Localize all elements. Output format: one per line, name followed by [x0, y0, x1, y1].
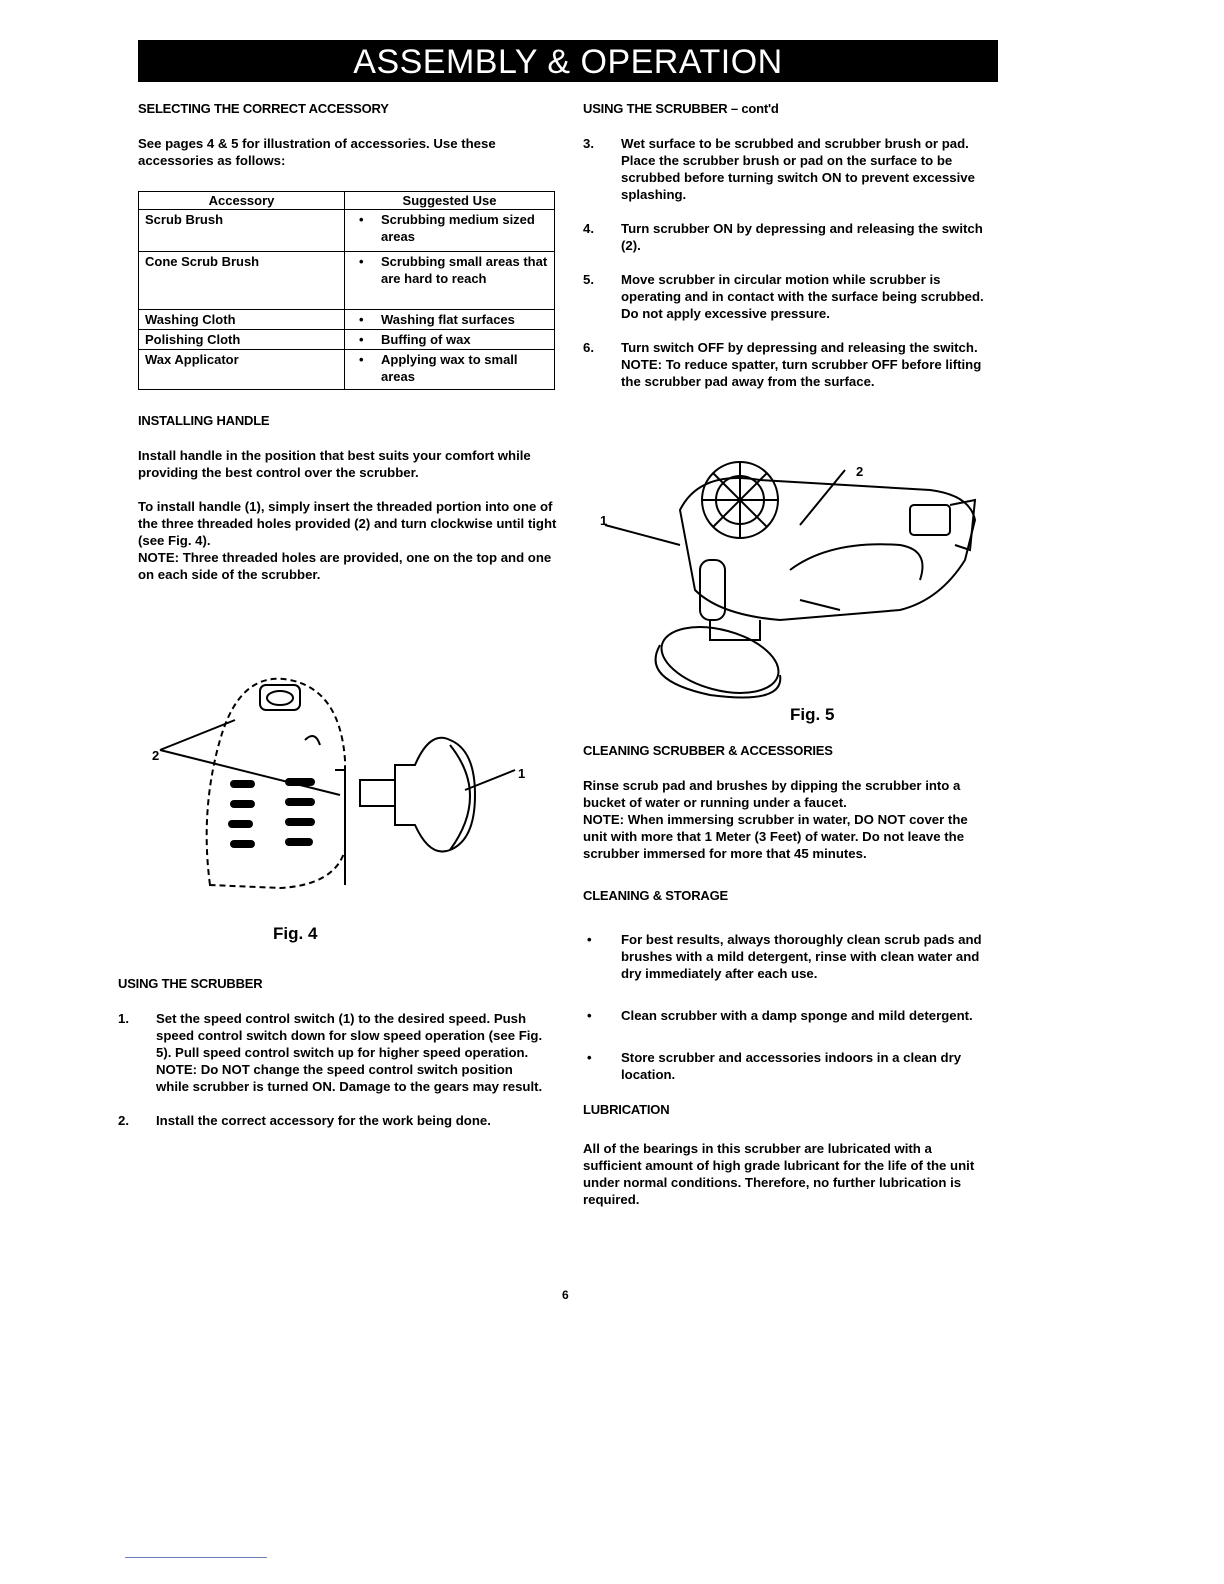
bullet: • — [359, 352, 364, 367]
step-number: 4. — [583, 221, 594, 236]
fig4-callout-1: 1 — [518, 766, 526, 781]
list-item — [583, 135, 993, 203]
handle-paragraph-2: To install handle (1), simply insert the threaded portion into one of the three threaded holes provided (2) and turn clockwise until tight (see Fig. 4). — [138, 499, 557, 548]
step-text: Turn scrubber ON by depressing and releasing the switch (2). — [621, 221, 983, 253]
accessory-cell: Polishing Cloth — [139, 330, 345, 350]
table-row — [139, 330, 555, 350]
use-cell — [345, 330, 555, 350]
fig4-caption: Fig. 4 — [273, 924, 318, 943]
step-note: NOTE: Do NOT change the speed control switch position while scrubber is turned ON. Damage to the gears may result. — [156, 1062, 543, 1094]
right-column-top — [583, 100, 993, 407]
table-row — [139, 350, 555, 390]
section-banner: ASSEMBLY & OPERATION — [138, 40, 998, 82]
step-text: Install the correct accessory for the work being done. — [156, 1113, 491, 1128]
footer-line — [125, 1557, 267, 1558]
heading-installing-handle: INSTALLING HANDLE — [138, 413, 270, 428]
use-text: Buffing of wax — [381, 332, 471, 347]
use-cell — [345, 252, 555, 310]
use-cell — [345, 210, 555, 252]
col-header-accessory: Accessory — [139, 192, 345, 210]
right-column-bottom — [583, 742, 993, 1225]
heading-cleaning-accessories: CLEANING SCRUBBER & ACCESSORIES — [583, 743, 833, 758]
bullet-text: For best results, always thoroughly clean scrub pads and brushes with a mild detergent, rinse with clean water and dry immediately after each use. — [621, 932, 982, 981]
bullet: • — [359, 312, 364, 327]
list-item — [583, 931, 993, 982]
use-text: Scrubbing small areas that are hard to reach — [381, 254, 548, 286]
list-item — [583, 271, 993, 322]
list-item — [118, 1112, 548, 1129]
step-note: NOTE: To reduce spatter, turn scrubber OFF before lifting the scrubber pad away from the surface. — [621, 357, 982, 389]
list-item — [583, 220, 993, 254]
handle-note: NOTE: Three threaded holes are provided, one on the top and one on each side of the scrubber. — [138, 550, 552, 582]
bullet: • — [359, 212, 364, 227]
col-header-use: Suggested Use — [345, 192, 555, 210]
use-cell — [345, 350, 555, 390]
bullet: • — [587, 1008, 592, 1023]
step-text: Wet surface to be scrubbed and scrubber brush or pad. Place the scrubber brush or pad on the surface to be scrubbed before turning switch ON to prevent excessive splashing. — [621, 136, 975, 202]
fig5-caption: Fig. 5 — [790, 705, 835, 724]
accessory-cell: Wax Applicator — [139, 350, 345, 390]
cleaning-note: NOTE: When immersing scrubber in water, DO NOT cover the unit with more that 1 Meter (3 Feet) of water. Do not leave the scrubber immersed for more that 45 minutes. — [583, 812, 968, 861]
step-number: 2. — [118, 1113, 129, 1128]
list-item — [583, 1007, 993, 1024]
use-text: Washing flat surfaces — [381, 312, 515, 327]
cleaning-text: Rinse scrub pad and brushes by dipping the scrubber into a bucket of water or running under a faucet. — [583, 778, 961, 810]
bullet: • — [359, 254, 364, 269]
using-steps-contd-list — [583, 135, 993, 390]
bullet-text: Clean scrubber with a damp sponge and mild detergent. — [621, 1008, 973, 1023]
step-number: 6. — [583, 340, 594, 355]
use-cell — [345, 310, 555, 330]
fig5-callout-2: 2 — [856, 464, 864, 479]
bullet: • — [359, 332, 364, 347]
use-text: Scrubbing medium sized areas — [381, 212, 535, 244]
left-column-top — [138, 100, 558, 600]
fig4-callout-2: 2 — [152, 748, 160, 763]
list-item — [118, 1010, 548, 1095]
storage-bullet-list — [583, 931, 993, 1083]
table-row — [139, 252, 555, 310]
step-number: 5. — [583, 272, 594, 287]
table-header-row — [139, 192, 555, 210]
step-text: Turn switch OFF by depressing and releasing the switch. — [621, 340, 978, 355]
table-row — [139, 310, 555, 330]
list-item — [583, 1049, 993, 1083]
accessory-cell: Washing Cloth — [139, 310, 345, 330]
step-number: 1. — [118, 1011, 129, 1026]
using-steps-list — [118, 1010, 548, 1129]
use-text: Applying wax to small areas — [381, 352, 518, 384]
heading-lubrication: LUBRICATION — [583, 1102, 670, 1117]
accessory-cell: Scrub Brush — [139, 210, 345, 252]
accessory-cell: Cone Scrub Brush — [139, 252, 345, 310]
step-text: Set the speed control switch (1) to the desired speed. Push speed control switch down for slow speed operation (see Fig. 5). Pull speed control switch up for higher speed operation. — [156, 1011, 543, 1060]
accessory-table — [138, 191, 555, 390]
figure-4-handle-illustration — [150, 650, 550, 900]
list-item — [583, 339, 993, 390]
heading-using-scrubber-contd: USING THE SCRUBBER – cont'd — [583, 101, 779, 116]
heading-cleaning-storage: CLEANING & STORAGE — [583, 888, 728, 903]
step-text: Move scrubber in circular motion while scrubber is operating and in contact with the surface being scrubbed. Do not apply excessive pressure. — [621, 272, 984, 321]
handle-paragraph-1: Install handle in the position that best suits your comfort while providing the best control over the scrubber. — [138, 448, 531, 480]
page-number: 6 — [562, 1288, 569, 1302]
table-row — [139, 210, 555, 252]
bullet: • — [587, 932, 592, 947]
figure-5-scrubber-illustration — [600, 450, 1000, 700]
selecting-intro: See pages 4 & 5 for illustration of accessories. Use these accessories as follows: — [138, 136, 496, 168]
bullet: • — [587, 1050, 592, 1065]
heading-selecting-accessory: SELECTING THE CORRECT ACCESSORY — [138, 101, 389, 116]
lubrication-text: All of the bearings in this scrubber are lubricated with a sufficient amount of high grade lubricant for the life of the unit under normal conditions. Therefore, no further lubrication is required. — [583, 1141, 975, 1207]
heading-using-scrubber: USING THE SCRUBBER — [118, 976, 263, 991]
bullet-text: Store scrubber and accessories indoors in a clean dry location. — [621, 1050, 962, 1082]
step-number: 3. — [583, 136, 594, 151]
left-column-bottom — [118, 975, 548, 1146]
fig5-callout-1: 1 — [600, 513, 608, 528]
